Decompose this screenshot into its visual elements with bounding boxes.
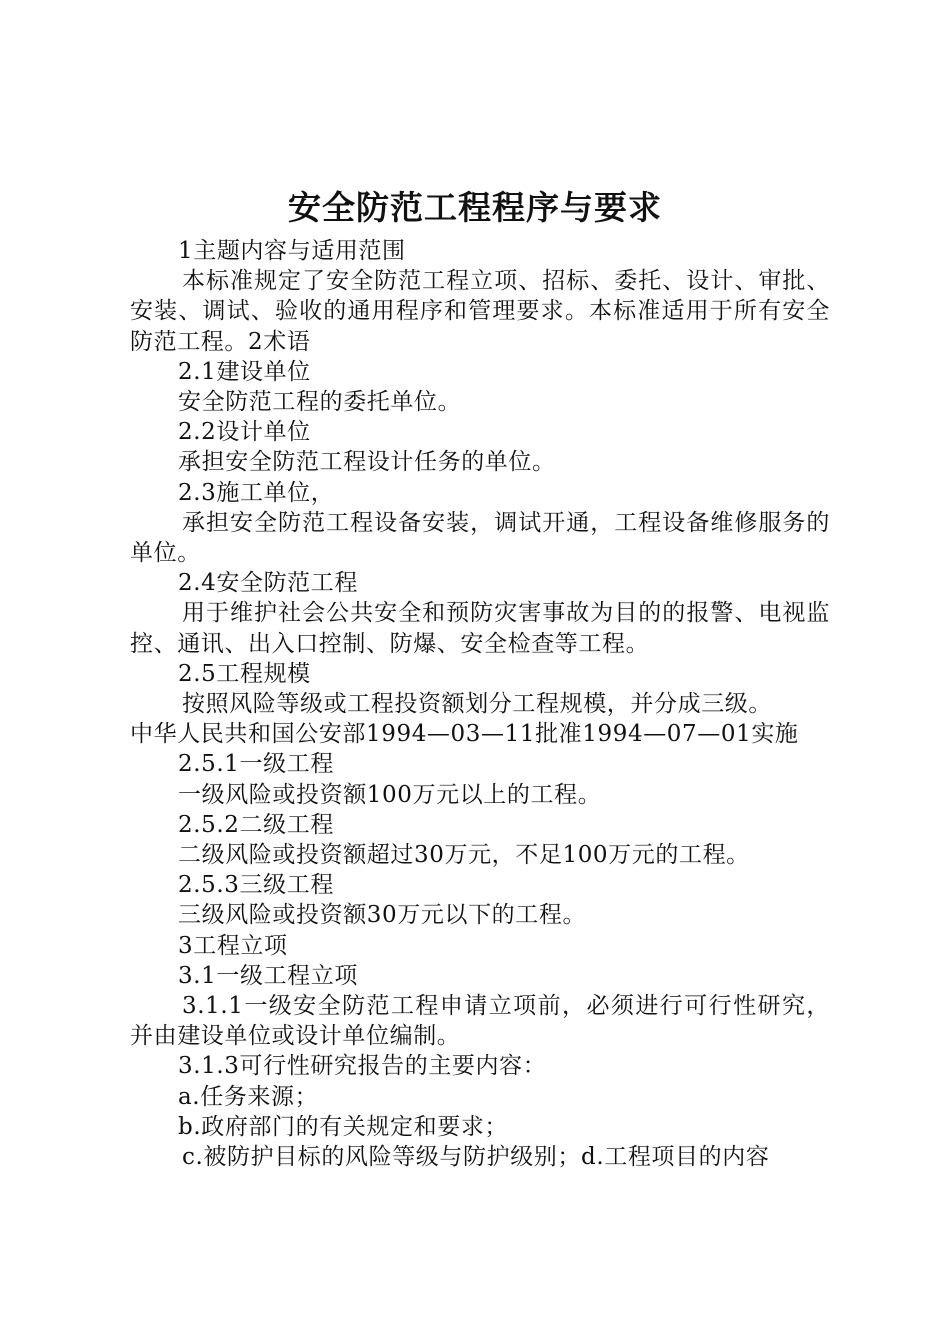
footer-note: 中华人民共和国公安部1994—03—11批准1994—07—01实施 [130,721,799,748]
list-item: c.被防护目标的风险等级与防护级别；d.工程项目的内容 [182,1144,770,1171]
section-heading: 2.4安全防范工程 [178,570,358,597]
section-heading: 2.5.2二级工程 [178,811,334,838]
paragraph: 安全防范工程的委托单位。 [178,389,462,416]
section-heading: 2.5工程规模 [178,660,311,687]
list-item: a.任务来源； [178,1083,319,1110]
section-heading: 2.2设计单位 [178,419,311,446]
paragraph: 一级风险或投资额100万元以上的工程。 [178,781,602,808]
section-heading: 2.5.3三级工程 [178,872,334,899]
paragraph: 二级风险或投资额超过30万元，不足100万元的工程。 [178,842,750,869]
document-body [130,236,830,1172]
section-heading: 2.3施工单位， [178,479,335,506]
paragraph: 承担安全防范工程设计任务的单位。 [178,449,556,476]
paragraph: 承担安全防范工程设备安装，调试开通，工程设备维修服务的单位。 [130,509,830,567]
paragraph: 用于维护社会公共安全和预防灾害事故为目的的报警、电视监控、通讯、出入口控制、防爆、安全检查等工程。 [130,600,830,657]
section-heading: 2.5.1一级工程 [178,751,334,778]
paragraph: 3.1.1一级安全防范工程申请立项前，必须进行可行性研究，并由建设单位或设计单位编制。 [130,993,830,1050]
section-heading: 3.1.3可行性研究报告的主要内容： [178,1053,547,1080]
section-heading: 1主题内容与适用范围 [178,238,406,264]
list-item: b.政府部门的有关规定和要求； [178,1113,509,1140]
section-heading: 3.1一级工程立项 [178,962,358,989]
paragraph: 按照风险等级或工程投资额划分工程规模，并分成三级。 [182,691,772,718]
document-title: 安全防范工程程序与要求 [288,188,662,227]
paragraph: 三级风险或投资额30万元以下的工程。 [178,902,587,929]
section-heading: 3工程立项 [178,932,288,959]
paragraph: 本标准规定了安全防范工程立项、招标、委托、设计、审批、安装、调试、验收的通用程序和管理要求。本标准适用于所有安全防范工程。2术语 [130,268,830,355]
section-heading: 2.1建设单位 [178,358,311,385]
